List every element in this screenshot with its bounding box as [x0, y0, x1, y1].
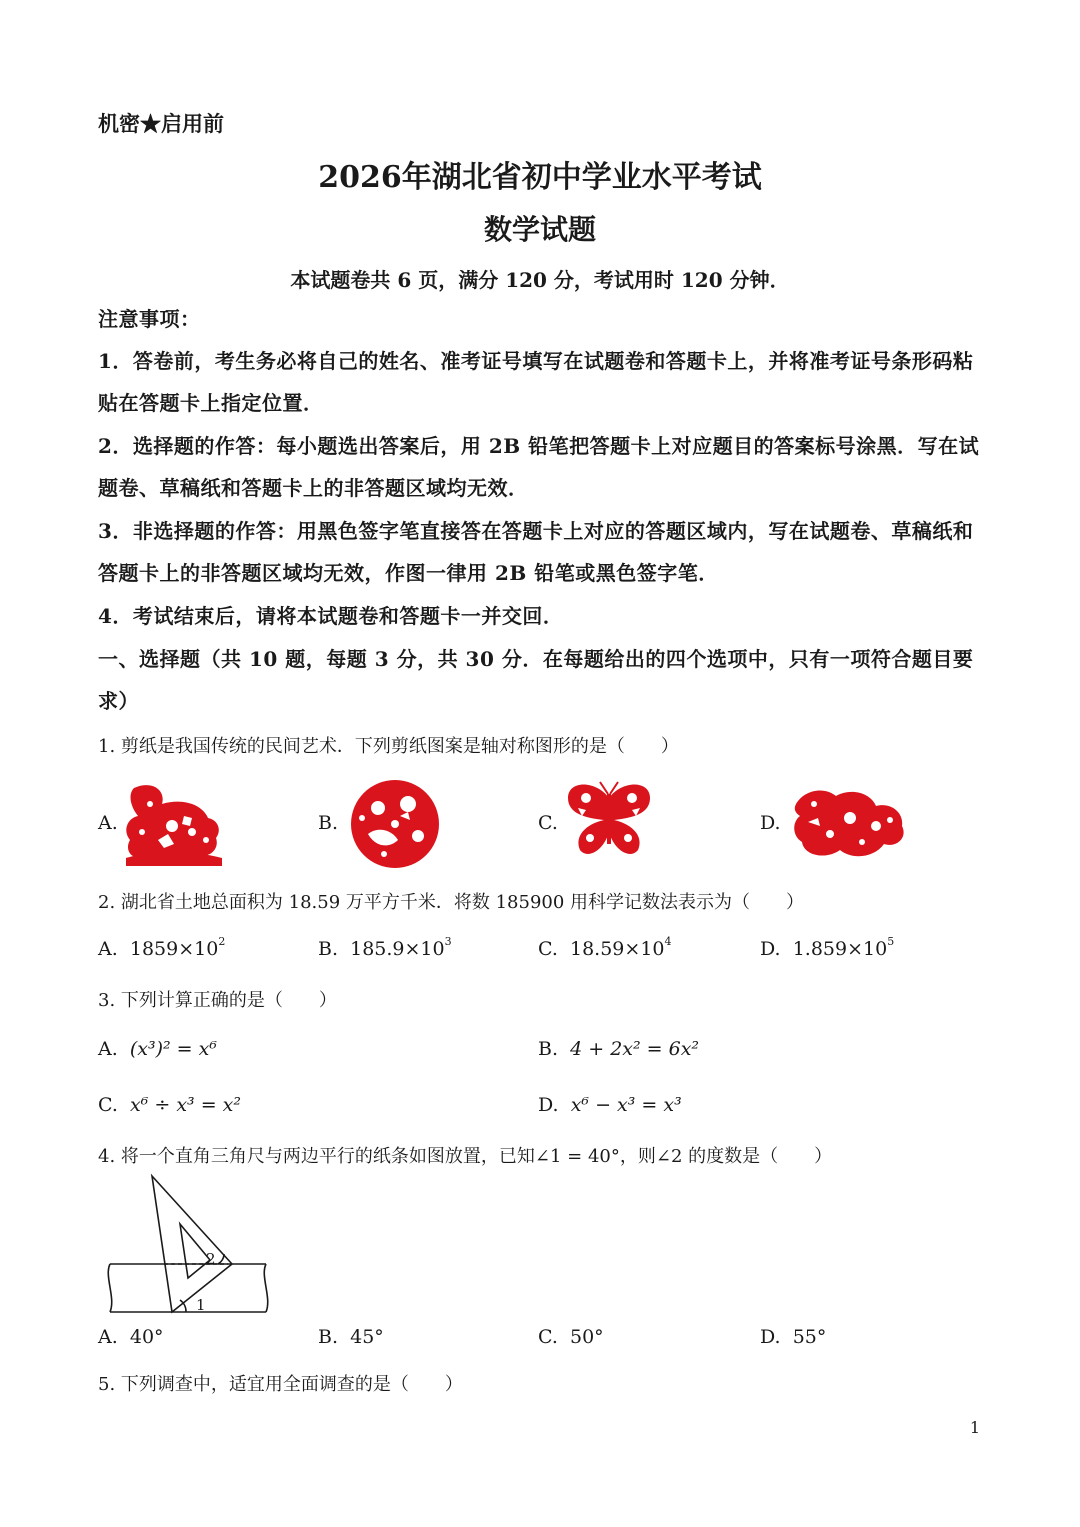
q4-option-d-text: 55° [792, 1326, 827, 1348]
note-3: 3．非选择题的作答：用黑色签字笔直接答在答题卡上对应的答题区域内，写在试题卷、草稿纸和答题卡上的非答题区域均无效，作图一律用 2B 铅笔或黑色签字笔． [98, 519, 974, 585]
note-4: 4．考试结束后，请将本试题卷和答题卡一并交回． [98, 604, 564, 628]
q1-option-b-label: B. [318, 812, 339, 834]
q1-option-d-label: D. [760, 812, 781, 834]
page-number: 1 [969, 1418, 980, 1437]
q4-option-a-text: 40° [129, 1326, 164, 1348]
q4-option-b-label: B. [318, 1326, 339, 1348]
q2-option-b-label: B. [318, 938, 339, 960]
q4-option-a-label: A. [98, 1326, 118, 1348]
q4-stem: 4. 将一个直角三角尺与两边平行的纸条如图放置，已知∠1 = 40°，则∠2 的度数是（ ） [98, 1146, 833, 1167]
q1-option-a-label: A. [98, 812, 118, 834]
exam-subtitle: 数学试题 [483, 213, 596, 246]
q2-option-c-label: C. [538, 938, 558, 960]
q4-option-c[interactable] [538, 1326, 604, 1348]
q2-option-d-label: D. [760, 938, 781, 960]
q2-option-c[interactable] [538, 935, 672, 960]
q3-option-d[interactable] [538, 1094, 682, 1116]
q2-option-a-base: 1859×10 [129, 938, 219, 960]
q3-option-c-label: C. [98, 1094, 118, 1116]
q3-option-a[interactable] [98, 1038, 217, 1060]
q3-option-b-label: B. [538, 1038, 559, 1060]
exam-title: 2026年湖北省初中学业水平考试 [318, 160, 762, 195]
q3-option-d-text: x⁶ − x³ = x³ [570, 1094, 682, 1116]
q2-option-b[interactable] [318, 935, 452, 960]
q4-option-d-label: D. [760, 1326, 781, 1348]
papercut-fish-flower-image [348, 778, 442, 870]
q4-option-b[interactable] [318, 1326, 384, 1348]
q2-option-a-exp: 2 [218, 935, 226, 948]
q2-option-d[interactable] [760, 935, 895, 960]
q2-option-b-exp: 3 [444, 935, 452, 948]
papercut-rat-image [122, 780, 226, 866]
q4-option-c-text: 50° [570, 1326, 604, 1348]
note-2: 2．选择题的作答：每小题选出答案后，用 2B 铅笔把答题卡上对应题目的答案标号涂黑．写在试题卷、草稿纸和答题卡上的非答题区域均无效． [98, 434, 980, 500]
q3-option-c-text: x⁶ ÷ x³ = x² [130, 1094, 241, 1116]
q4-angle-1-label: 1 [196, 1296, 206, 1314]
section-1-heading: 一、选择题（共 10 题，每题 3 分，共 30 分．在每题给出的四个选项中，只有一项符合题目要求） [98, 647, 974, 713]
q2-option-a-label: A. [98, 938, 118, 960]
q1-option-c-label: C. [538, 812, 558, 834]
q4-angle-2-label: 2 [206, 1250, 216, 1268]
q3-option-a-text: (x³)² = x⁶ [129, 1038, 217, 1060]
q5-stem: 5. 下列调查中，适宜用全面调查的是（ ） [98, 1374, 463, 1395]
exam-info: 本试题卷共 6 页，满分 120 分，考试用时 120 分钟． [290, 268, 790, 292]
q3-option-b[interactable] [538, 1038, 699, 1060]
q2-stem: 2. 湖北省土地总面积为 18.59 万平方千米．将数 185900 用科学记数法表示为（ ） [98, 892, 805, 913]
q3-option-c[interactable] [98, 1094, 241, 1116]
q1-stem: 1. 剪纸是我国传统的民间艺术．下列剪纸图案是轴对称图形的是（ ） [98, 736, 679, 757]
q2-option-b-base: 185.9×10 [350, 938, 445, 960]
q2-option-c-exp: 4 [664, 935, 672, 948]
q4-option-a[interactable] [98, 1326, 164, 1348]
confidential-label: 机密★启用前 [98, 111, 224, 136]
q3-option-b-text: 4 + 2x² = 6x² [570, 1038, 700, 1060]
papercut-dragon-image [790, 782, 908, 862]
papercut-butterfly-image [566, 780, 652, 860]
q3-option-d-label: D. [538, 1094, 559, 1116]
q4-option-b-text: 45° [350, 1326, 384, 1348]
q3-option-a-label: A. [98, 1038, 118, 1060]
q2-option-d-base: 1.859×10 [792, 938, 888, 960]
q3-stem: 3. 下列计算正确的是（ ） [98, 990, 337, 1011]
q2-option-a[interactable] [98, 935, 226, 960]
q4-triangle-strip-figure [104, 1172, 272, 1318]
notes-heading: 注意事项： [98, 307, 201, 331]
q2-option-d-exp: 5 [887, 935, 895, 948]
q4-option-c-label: C. [538, 1326, 558, 1348]
q4-option-d[interactable] [760, 1326, 826, 1348]
note-1: 1．答卷前，考生务必将自己的姓名、准考证号填写在试题卷和答题卡上，并将准考证号条形码粘贴在答题卡上指定位置． [98, 349, 974, 415]
q2-option-c-base: 18.59×10 [570, 938, 665, 960]
